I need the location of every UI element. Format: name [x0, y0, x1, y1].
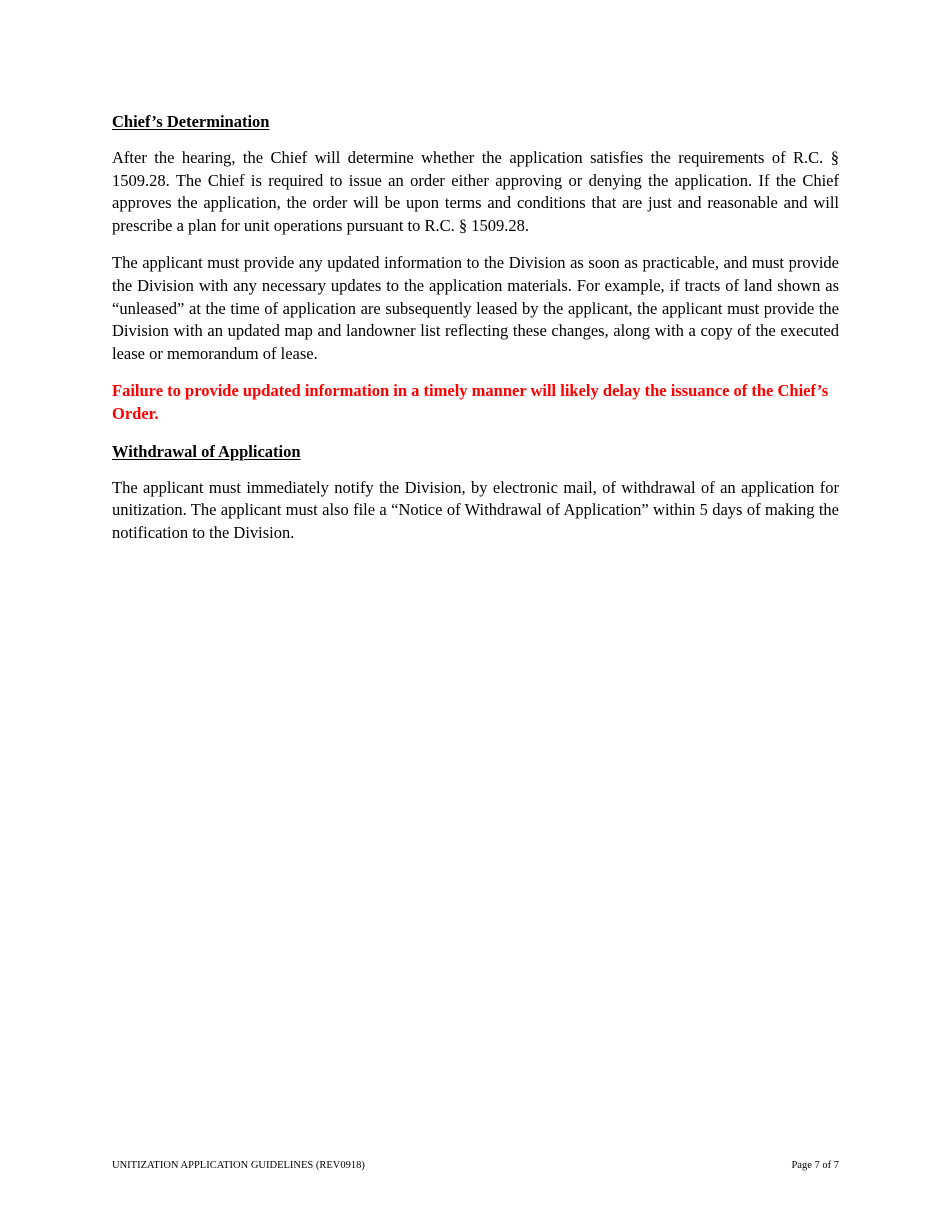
section-withdrawal-of-application — [112, 441, 839, 545]
paragraph: The applicant must immediately notify the Division, by electronic mail, of withdrawal of an application for unitization. The applicant must also file a “Notice of Withdrawal of Application” within 5 days of making the notification to the Division. — [112, 477, 839, 542]
warning-notice: Failure to provide updated information in a timely manner will likely delay the issuance of the Chief’s Order. — [112, 381, 829, 423]
footer-page-number: Page 7 of 7 — [791, 1160, 839, 1171]
paragraph: After the hearing, the Chief will determine whether the application satisfies the requirements of R.C. § 1509.28. The Chief is required to issue an order either approving or denying the application. If the Chief approves the application, the order will be upon terms and conditions that are just and reasonable and will prescribe a plan for unit operations pursuant to R.C. § 1509.28. — [112, 148, 839, 235]
section-heading: Withdrawal of Application — [112, 441, 301, 461]
paragraph: The applicant must provide any updated information to the Division as soon as practicable, and must provide the Division with any necessary updates to the application materials. For example, if tracts of land shown as “unleased” at the time of application are subsequently leased by the applicant, the applicant must provide the Division with an updated map and landowner list reflecting these changes, along with a copy of the executed lease or memorandum of lease. — [112, 253, 839, 363]
page-footer — [112, 1160, 839, 1171]
page-content — [112, 111, 839, 559]
section-chiefs-determination — [112, 111, 839, 426]
section-heading: Chief’s Determination — [112, 112, 270, 131]
footer-document-title: UNITIZATION APPLICATION GUIDELINES (REV0918) — [112, 1160, 365, 1171]
